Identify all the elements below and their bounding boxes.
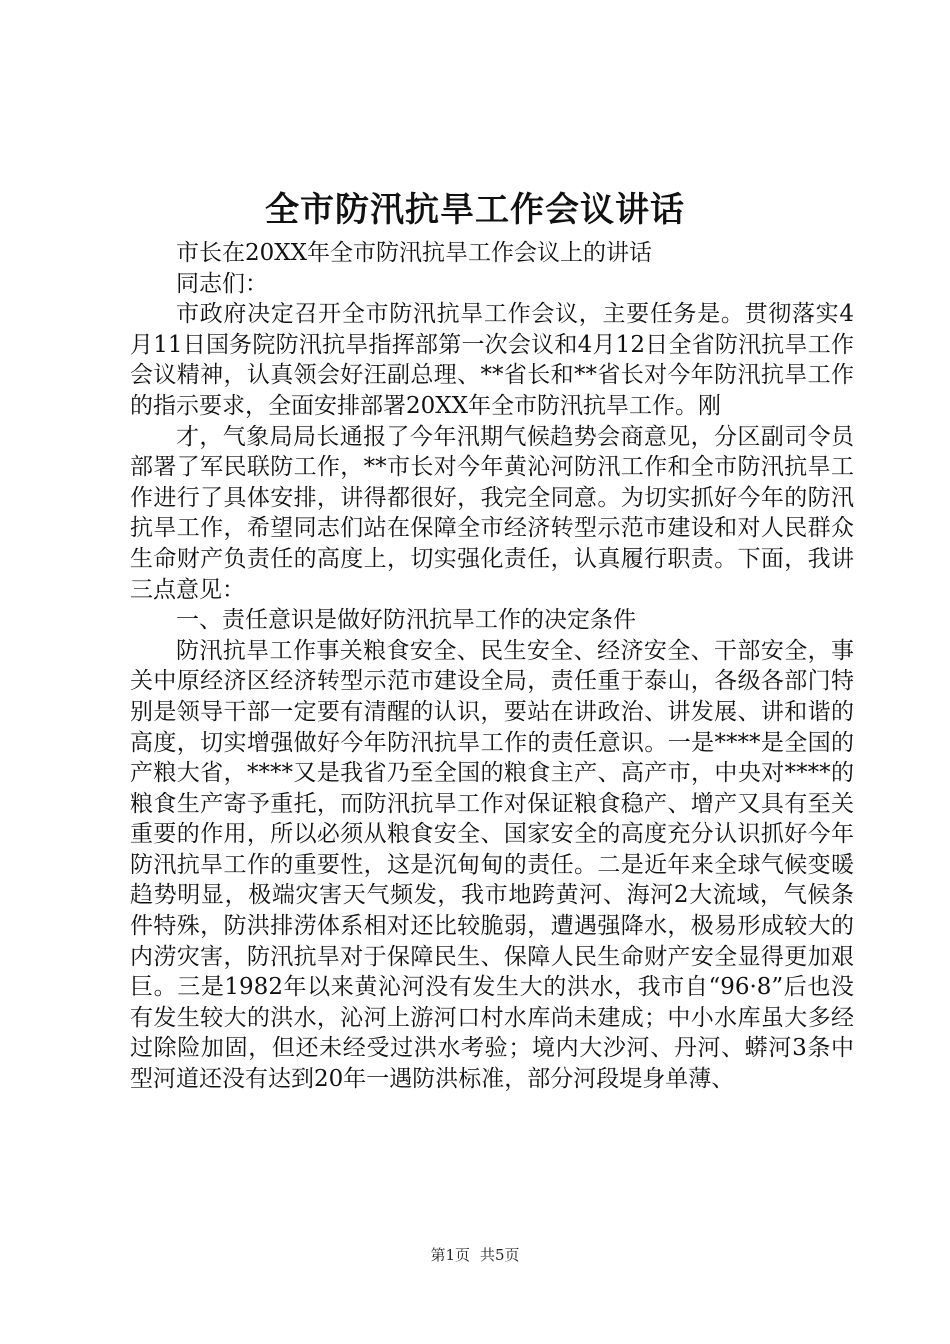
document-body — [130, 238, 854, 1095]
body-paragraph: 防汛抗旱工作事关粮食安全、民生安全、经济安全、干部安全，事关中原经济区经济转型示范市建设全局，责任重于泰山，各级各部门特别是领导干部一定要有清醒的认识，要站在讲政治、讲发展、讲和谐的高度，切实增强做好今年防汛抗旱工作的责任意识。一是****是全国的产粮大省，****又是我省乃至全国的粮食主产、高产市，中央对****的粮食生产寄予重托，而防汛抗旱工作对保证粮食稳产、增产又具有至关重要的作用，所以必须从粮食安全、国家安全的高度充分认识抓好今年防汛抗旱工作的重要性，这是沉甸甸的责任。二是近年来全球气候变暖趋势明显，极端灾害天气频发，我市地跨黄河、海河2大流域，气候条件特殊，防洪排涝体系相对还比较脆弱，遭遇强降水，极易形成较大的内涝灾害，防汛抗旱对于保障民生、保障人民生命财产安全显得更加艰巨。三是1982年以来黄沁河没有发生大的洪水，我市自“96·8”后也没有发生较大的洪水，沁河上游河口村水库尚未建成；中小水库虽大多经过除险加固，但还未经受过洪水考验；境内大沙河、丹河、蟒河3条中型河道还没有达到20年一遇防洪标准，部分河段堤身单薄、 — [130, 637, 854, 1093]
page-footer — [0, 1245, 950, 1265]
salutation-paragraph: 同志们： — [176, 270, 268, 297]
page-number-current: 第1页 — [430, 1246, 470, 1264]
page-number-total: 共5页 — [480, 1246, 520, 1264]
body-paragraph: 市政府决定召开全市防汛抗旱工作会议，主要任务是。贯彻落实4月11日国务院防汛抗旱指挥部第一次会议和4月12日全省防汛抗旱工作会议精神，认真领会好汪副总理、**省长和**省长对今年防汛抗旱工作的指示要求，全面安排部署20XX年全市防汛抗旱工作。刚 — [130, 301, 854, 419]
body-paragraph: 才，气象局局长通报了今年汛期气候趋势会商意见，分区副司令员部署了军民联防工作，**市长对今年黄沁河防汛工作和全市防汛抗旱工作进行了具体安排，讲得都很好，我完全同意。为切实抓好今年的防汛抗旱工作，希望同志们站在保障全市经济转型示范市建设和对人民群众生命财产负责任的高度上，切实强化责任，认真履行职责。下面，我讲三点意见： — [130, 423, 854, 603]
subtitle-paragraph: 市长在20XX年全市防汛抗旱工作会议上的讲话 — [176, 240, 653, 266]
section-heading: 一、责任意识是做好防汛抗旱工作的决定条件 — [176, 607, 636, 634]
document-title: 全市防汛抗旱工作会议讲话 — [265, 190, 685, 230]
